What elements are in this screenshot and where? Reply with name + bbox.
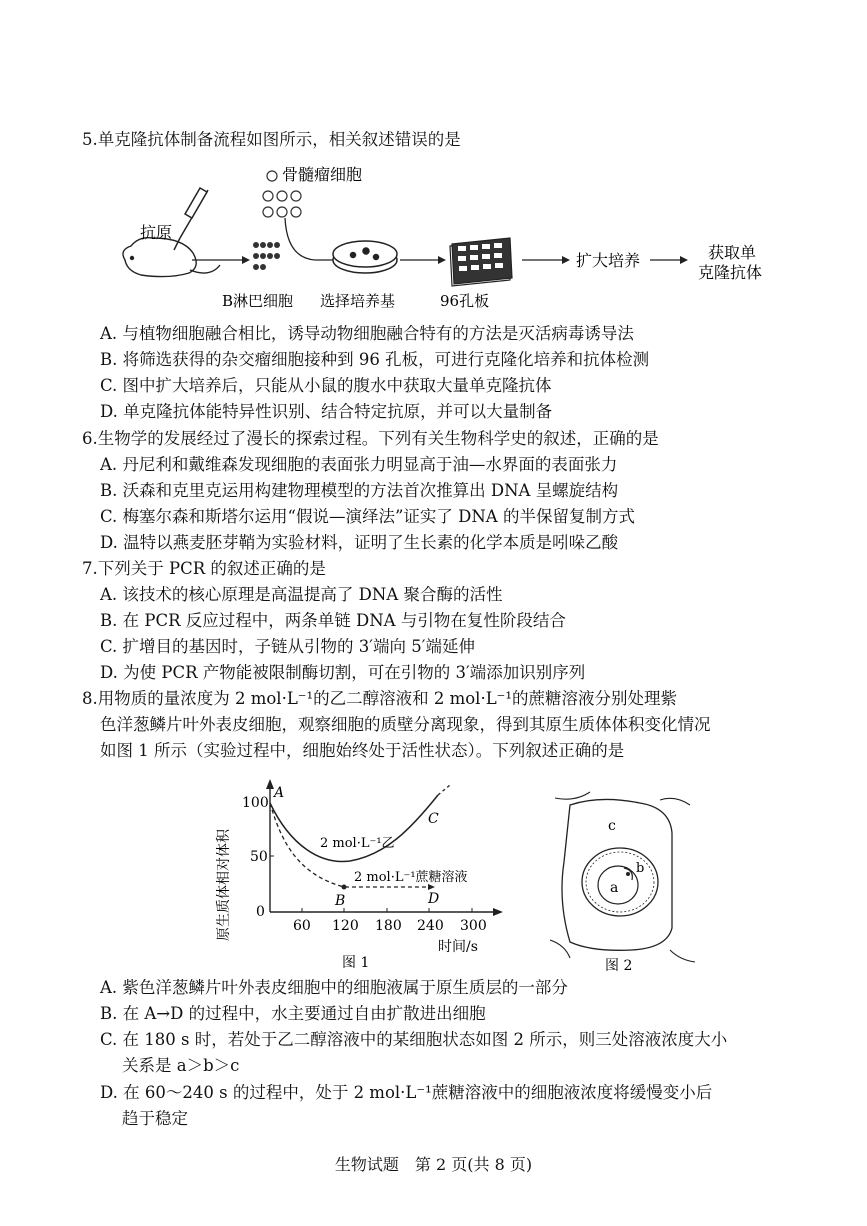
fig2-label-a: a: [610, 880, 619, 896]
fig1-xtick-300: 300: [460, 918, 487, 934]
q8-option-c-2: 关系是 a＞b＞c: [122, 1056, 240, 1075]
culture-dish-icon: [333, 241, 397, 273]
fig1-xtick-180: 180: [375, 918, 402, 934]
q6-option-a: A. 丹尼利和戴维森发现细胞的表面张力明显高于油—水界面的表面张力: [100, 455, 618, 474]
obtain-label-1: 获取单: [708, 243, 757, 262]
q7-option-d: D. 为使 PCR 产物能被限制酶切割，可在引物的 3′端添加识别序列: [100, 663, 586, 682]
q8-option-c-1: C. 在 180 s 时，若处于乙二醇溶液中的某细胞状态如图 2 所示，则三处溶液浓度大小: [100, 1030, 728, 1049]
plate-label: 96孔板: [440, 292, 490, 310]
obtain-label-2: 克隆抗体: [698, 263, 763, 282]
fig1-curve-label-eg: 2 mol·L⁻¹乙: [320, 836, 395, 851]
q6-option-b: B. 沃森和克里克运用构建物理模型的方法首次推算出 DNA 呈螺旋结构: [100, 481, 619, 500]
q8-option-d-1: D. 在 60～240 s 的过程中，处于 2 mol·L⁻¹蔗糖溶液中的细胞液浓度将缓慢变小后: [100, 1083, 713, 1102]
fig1-caption: 图 1: [342, 955, 370, 971]
q5-stem: 5.单克隆抗体制备流程如图所示，相关叙述错误的是: [82, 130, 461, 149]
q7-option-b: B. 在 PCR 反应过程中，两条单链 DNA 与引物在复性阶段结合: [100, 611, 566, 630]
fig2-caption: 图 2: [605, 958, 633, 974]
q7-stem: 7.下列关于 PCR 的叙述正确的是: [82, 559, 326, 578]
fig1-ytick-0: 0: [256, 904, 265, 920]
fig1-xtick-240: 240: [417, 918, 444, 934]
fig1-xtick-120: 120: [332, 918, 359, 934]
q5-option-d: D. 单克隆抗体能特异性识别、结合特定抗原，并可以大量制备: [100, 402, 553, 421]
fig1-ylabel: 原生质体相对体积: [216, 829, 232, 941]
q5-option-c: C. 图中扩大培养后，只能从小鼠的腹水中获取大量单克隆抗体: [100, 376, 552, 395]
q8-stem-2: 色洋葱鳞片叶外表皮细胞，观察细胞的质壁分离现象，得到其原生质体体积变化情况: [100, 715, 711, 734]
q8-option-b: B. 在 A→D 的过程中，水主要通过自由扩散进出细胞: [100, 1004, 486, 1023]
b-cell-label: B淋巴细胞: [222, 292, 294, 310]
q8-stem-3: 如图 1 所示（实验过程中，细胞始终处于活性状态）。下列叙述正确的是: [100, 741, 625, 760]
q7-option-a: A. 该技术的核心原理是高温提高了 DNA 聚合酶的活性: [100, 585, 503, 604]
q6-option-d: D. 温特以燕麦胚芽鞘为实验材料，证明了生长素的化学本质是吲哚乙酸: [100, 533, 619, 552]
well-plate-icon: [450, 238, 512, 286]
page-footer: 生物试题 第 2 页(共 8 页): [334, 1155, 533, 1174]
antigen-label: 抗原: [140, 223, 173, 242]
q5-flow-figure: [110, 160, 790, 320]
q5-option-a: A. 与植物细胞融合相比，诱导动物细胞融合特有的方法是灭活病毒诱导法: [100, 324, 634, 343]
q8-option-a: A. 紫色洋葱鳞片叶外表皮细胞中的细胞液属于原生质层的一部分: [100, 978, 568, 997]
fig1-point-d: D: [428, 891, 440, 907]
medium-label: 选择培养基: [320, 292, 396, 310]
fig1-xtick-60: 60: [293, 918, 311, 934]
q8-figure-2: [550, 790, 700, 975]
q6-option-c: C. 梅塞尔森和斯塔尔运用“假说—演绎法”证实了 DNA 的半保留复制方式: [100, 507, 635, 526]
b-cells-icon: [253, 242, 280, 270]
q6-stem: 6.生物学的发展经过了漫长的探索过程。下列有关生物科学史的叙述，正确的是: [82, 429, 659, 448]
syringe-icon: [174, 188, 208, 250]
expand-label: 扩大培养: [576, 251, 641, 270]
myeloma-label: 骨髓瘤细胞: [282, 165, 363, 184]
fig1-curve-label-suc: 2 mol·L⁻¹蔗糖溶液: [354, 870, 468, 885]
q8-option-d-2: 趋于稳定: [122, 1109, 188, 1128]
fig1-ytick-100: 100: [242, 795, 269, 811]
fig2-label-b: b: [636, 861, 645, 876]
q8-figure-1: [210, 775, 510, 975]
fig1-point-a: A: [274, 785, 285, 801]
fig1-xlabel: 时间/s: [438, 939, 478, 955]
q8-stem-1: 8.用物质的量浓度为 2 mol·L⁻¹的乙二醇溶液和 2 mol·L⁻¹的蔗糖溶液分别处理紫: [82, 689, 677, 708]
fig1-point-c: C: [428, 811, 439, 827]
fig2-label-c: c: [608, 818, 616, 834]
q5-option-b: B. 将筛选获得的杂交瘤细胞接种到 96 孔板，可进行克隆化培养和抗体检测: [100, 350, 650, 369]
q7-option-c: C. 扩增目的基因时，子链从引物的 3′端向 5′端延伸: [100, 637, 476, 656]
fig1-curve-ethylene-glycol: [270, 795, 438, 862]
fig1-ytick-50: 50: [250, 849, 268, 865]
mouse-icon: [123, 238, 220, 277]
fig1-point-b: B: [335, 893, 346, 909]
